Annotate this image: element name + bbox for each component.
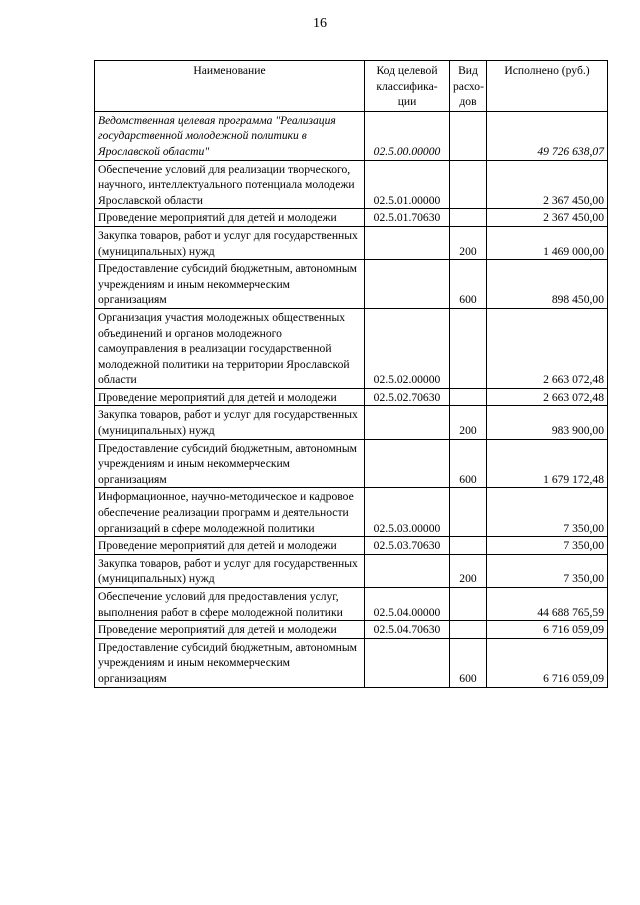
budget-table	[94, 60, 608, 688]
cell-type	[450, 111, 487, 160]
cell-code: 02.5.03.00000	[365, 488, 450, 537]
cell-code: 02.5.04.00000	[365, 588, 450, 621]
page-number: 16	[313, 16, 327, 31]
table-row	[95, 588, 608, 621]
cell-code	[365, 638, 450, 687]
cell-name: Проведение мероприятий для детей и молодежи	[95, 621, 365, 639]
cell-type	[450, 588, 487, 621]
header-type: Вид расхо-дов	[450, 61, 487, 112]
cell-type: 200	[450, 406, 487, 439]
table-row	[95, 388, 608, 406]
cell-code: 02.5.02.00000	[365, 308, 450, 388]
table-row	[95, 638, 608, 687]
table-row	[95, 537, 608, 555]
cell-code: 02.5.04.70630	[365, 621, 450, 639]
cell-sum: 7 350,00	[487, 537, 608, 555]
cell-sum: 2 367 450,00	[487, 209, 608, 227]
table-row	[95, 488, 608, 537]
cell-type	[450, 209, 487, 227]
cell-name: Закупка товаров, работ и услуг для государственных (муниципальных) нужд	[95, 226, 365, 259]
cell-type	[450, 308, 487, 388]
cell-sum: 1 469 000,00	[487, 226, 608, 259]
cell-type	[450, 388, 487, 406]
cell-name: Предоставление субсидий бюджетным, автономным учреждениям и иным некоммерческим организациям	[95, 638, 365, 687]
cell-code: 02.5.03.70630	[365, 537, 450, 555]
cell-type: 600	[450, 638, 487, 687]
cell-code	[365, 406, 450, 439]
header-code: Код целевой классифика-ции	[365, 61, 450, 112]
table-header-row	[95, 61, 608, 112]
cell-name: Организация участия молодежных общественных объединений и органов молодежного самоуправления в реализации государственной молодежной политики на территории Ярославской области	[95, 308, 365, 388]
cell-code	[365, 439, 450, 488]
table-row	[95, 554, 608, 587]
cell-sum: 7 350,00	[487, 554, 608, 587]
cell-code: 02.5.01.70630	[365, 209, 450, 227]
cell-name: Ведомственная целевая программа "Реализация государственной молодежной политики в Ярославской области"	[95, 111, 365, 160]
cell-name: Обеспечение условий для предоставления услуг, выполнения работ в сфере молодежной политики	[95, 588, 365, 621]
cell-code	[365, 554, 450, 587]
cell-type: 600	[450, 260, 487, 309]
cell-sum: 2 663 072,48	[487, 388, 608, 406]
cell-sum: 44 688 765,59	[487, 588, 608, 621]
table-row	[95, 160, 608, 209]
table-row	[95, 111, 608, 160]
cell-type: 600	[450, 439, 487, 488]
cell-name: Закупка товаров, работ и услуг для государственных (муниципальных) нужд	[95, 554, 365, 587]
cell-code: 02.5.02.70630	[365, 388, 450, 406]
table-row	[95, 226, 608, 259]
table-row	[95, 621, 608, 639]
cell-name: Проведение мероприятий для детей и молодежи	[95, 388, 365, 406]
cell-sum: 49 726 638,07	[487, 111, 608, 160]
cell-name: Предоставление субсидий бюджетным, автономным учреждениям и иным некоммерческим организациям	[95, 439, 365, 488]
cell-name: Предоставление субсидий бюджетным, автономным учреждениям и иным некоммерческим организациям	[95, 260, 365, 309]
cell-code: 02.5.01.00000	[365, 160, 450, 209]
cell-sum: 1 679 172,48	[487, 439, 608, 488]
cell-name: Информационное, научно-методическое и кадровое обеспечение реализации программ и деятельности организаций в сфере молодежной политики	[95, 488, 365, 537]
cell-sum: 2 663 072,48	[487, 308, 608, 388]
cell-name: Обеспечение условий для реализации творческого, научного, интеллектуального потенциала молодежи Ярославской области	[95, 160, 365, 209]
cell-type: 200	[450, 554, 487, 587]
table-row	[95, 209, 608, 227]
cell-name: Проведение мероприятий для детей и молодежи	[95, 537, 365, 555]
cell-type	[450, 537, 487, 555]
cell-sum: 7 350,00	[487, 488, 608, 537]
table-row	[95, 308, 608, 388]
table-row	[95, 406, 608, 439]
cell-code: 02.5.00.00000	[365, 111, 450, 160]
cell-sum: 2 367 450,00	[487, 160, 608, 209]
cell-code	[365, 260, 450, 309]
cell-sum: 6 716 059,09	[487, 621, 608, 639]
cell-type	[450, 488, 487, 537]
table-body	[95, 111, 608, 687]
table-row	[95, 260, 608, 309]
cell-type	[450, 160, 487, 209]
cell-name: Закупка товаров, работ и услуг для государственных (муниципальных) нужд	[95, 406, 365, 439]
cell-type: 200	[450, 226, 487, 259]
cell-sum: 898 450,00	[487, 260, 608, 309]
cell-sum: 6 716 059,09	[487, 638, 608, 687]
cell-sum: 983 900,00	[487, 406, 608, 439]
table-row	[95, 439, 608, 488]
header-name: Наименование	[95, 61, 365, 112]
cell-type	[450, 621, 487, 639]
cell-name: Проведение мероприятий для детей и молодежи	[95, 209, 365, 227]
cell-code	[365, 226, 450, 259]
header-sum: Исполнено (руб.)	[487, 61, 608, 112]
